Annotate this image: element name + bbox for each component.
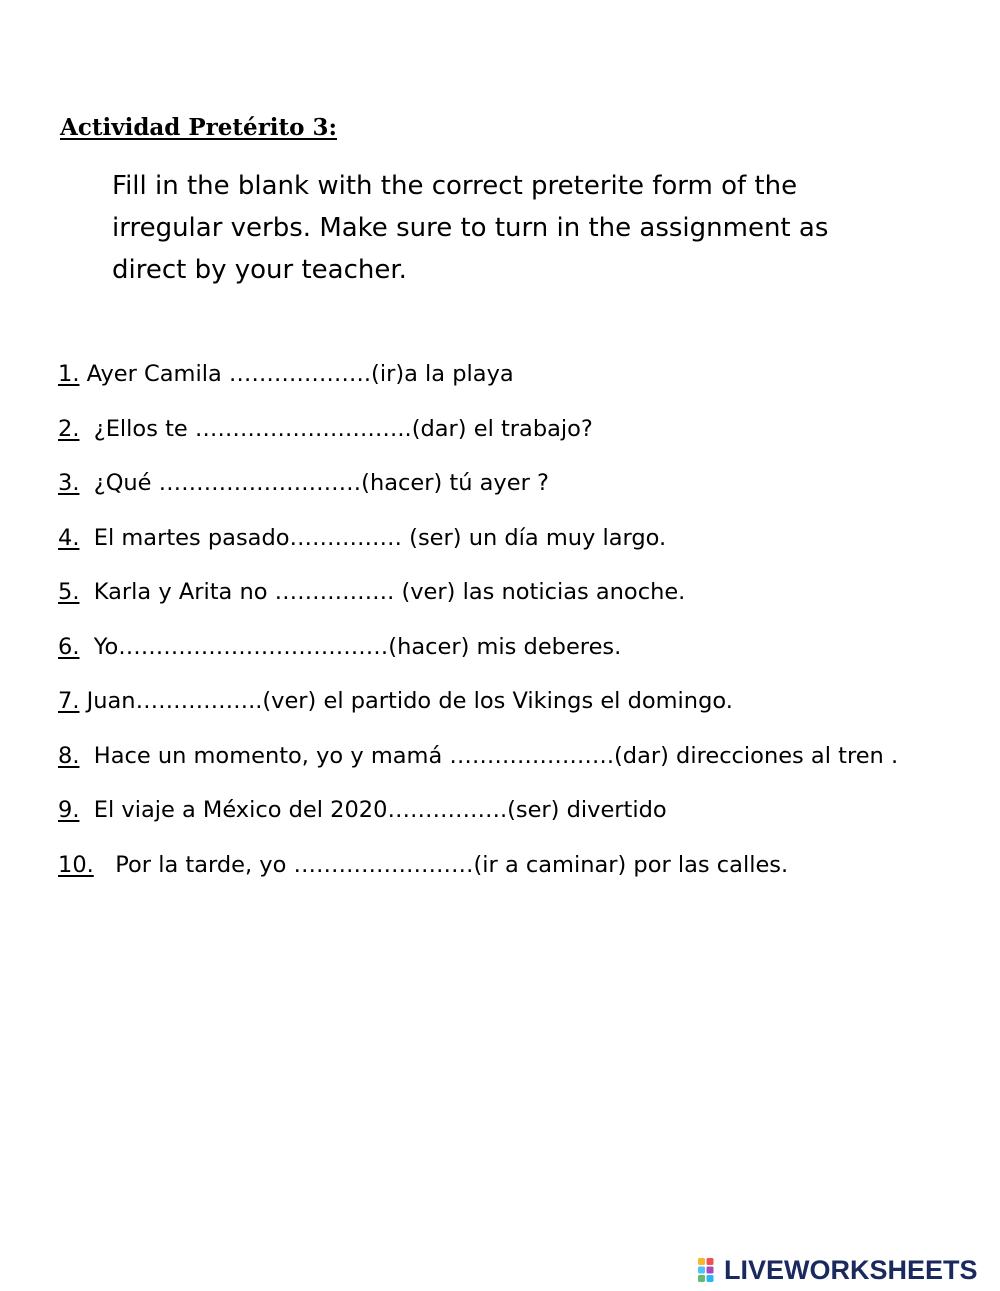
- logo-block: [707, 1267, 714, 1274]
- item-sentence: Ayer Camila ……………….(ir)a la playa: [79, 361, 514, 387]
- item-sentence: Yo………………………………(hacer) mis deberes.: [79, 633, 622, 660]
- item-sentence: Por la tarde, yo ……………………(ir a caminar) por las calles.: [93, 851, 789, 878]
- exercise-item: [58, 520, 978, 575]
- exercise-item: [58, 792, 978, 847]
- logo-block: [698, 1258, 705, 1265]
- exercise-item: [58, 356, 978, 411]
- logo-block: [698, 1275, 705, 1282]
- brand-name: LIVEWORKSHEETS: [724, 1254, 978, 1285]
- item-number: 2.: [58, 415, 80, 442]
- item-sentence: Hace un momento, yo y mamá ………………….(dar) direcciones al tren .: [79, 742, 899, 769]
- item-sentence: El martes pasado…………… (ser) un día muy largo.: [79, 524, 667, 551]
- exercise-item: [58, 574, 978, 629]
- item-sentence: El viaje a México del 2020…………….(ser) divertido: [79, 797, 667, 823]
- exercise-item: [58, 683, 978, 738]
- logo-block: [707, 1275, 714, 1282]
- liveworksheets-logo-icon: [697, 1257, 721, 1283]
- item-number: 3.: [58, 470, 80, 496]
- item-number: 6.: [58, 633, 80, 660]
- item-sentence: Juan……………..(ver) el partido de los Vikings el domingo.: [79, 688, 733, 714]
- item-sentence: Karla y Arita no ……………. (ver) las noticias anoche.: [79, 579, 686, 605]
- logo-block: [698, 1267, 705, 1274]
- instructions-text: Fill in the blank with the correct preterite form of the irregular verbs. Make sure to turn in the assignment as direct by your teacher.: [112, 171, 829, 285]
- item-number: 10.: [58, 851, 94, 878]
- item-number: 5.: [58, 579, 80, 605]
- item-number: 8.: [58, 742, 80, 769]
- exercise-item: [58, 847, 978, 902]
- exercise-item: [58, 411, 978, 466]
- item-number: 4.: [58, 524, 80, 551]
- worksheet-title: Actividad Pretérito 3:: [60, 114, 338, 141]
- liveworksheets-brand[interactable]: [697, 1255, 978, 1285]
- exercise-list: [58, 356, 978, 901]
- exercise-item: [58, 629, 978, 684]
- exercise-item: [58, 465, 978, 520]
- logo-block: [707, 1258, 714, 1265]
- item-number: 1.: [58, 361, 80, 387]
- item-number: 9.: [58, 797, 80, 823]
- item-sentence: ¿Ellos te ………………………..(dar) el trabajo?: [79, 415, 593, 442]
- item-sentence: ¿Qué ………………………(hacer) tú ayer ?: [79, 470, 549, 496]
- item-number: 7.: [58, 688, 80, 714]
- exercise-item: [58, 738, 978, 793]
